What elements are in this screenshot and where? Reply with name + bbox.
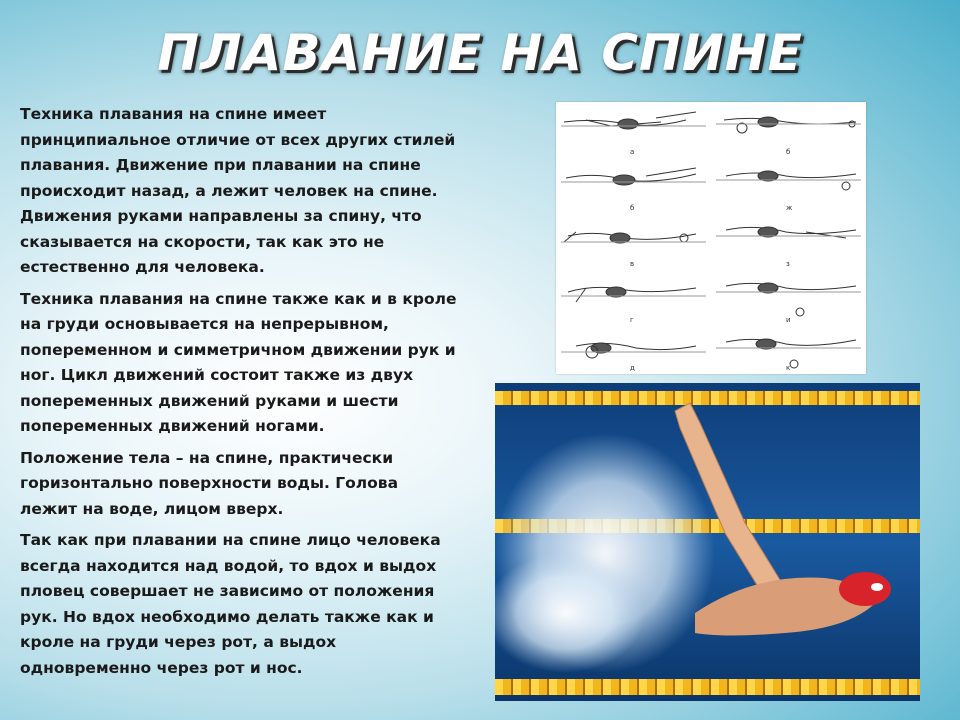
frame-label: б [630,204,635,212]
swimmer-figure-f [716,117,861,133]
frame-label: з [786,260,790,268]
paragraph-body-position: Положение тела – на спине, практически горизонтально поверхности воды. Голова лежит на воде, лицом вверх. [20,448,399,518]
paragraph-movement-cycle: Техника плавания на спине также как и в кроле на груди основывается на непрерывном, попеременном и симметричном движении рук и ног. Цикл движений состоит также из двух попеременных движений руками и шести попеременных движений ногами. [20,289,457,435]
swimmer-photo-image [495,383,920,701]
frame-label: в [630,260,635,268]
swimmer-figure-i [716,283,861,316]
paragraph-technique-difference: Техника плавания на спине имеет принципиальное отличие от всех других стилей плавания. Движение при плавании на спине происходит назад, а лежит человек на спине. Движения руками направлены за спину, что сказывается на скорости, так как это не естественно для человека. [20,105,456,276]
frame-label: д [630,364,635,372]
swimmer-figure-a [561,112,706,129]
swimmer-figure-e [561,343,706,358]
swimmer-figure-g [716,171,861,190]
paragraph-breathing: Так как при плавании на спине лицо человека всегда находится над водой, то вдох и выдох пловец совершает не зависимо от положения рук. Но вдох необходимо делать также как и кроле на груди через рот, а выдох одновременно через рот и нос. [20,531,441,677]
frame-label: ж [786,204,793,212]
swim-cap [839,572,891,606]
swimmer-figure-b [561,168,706,185]
frame-label: г [630,316,634,324]
slide-title: ПЛАВАНИЕ НА СПИНЕ [157,24,803,82]
swimmer-figure-d [561,287,706,302]
frame-label: и [786,316,791,324]
frame-label: б [786,148,791,156]
stroke-phases-diagram [556,102,866,374]
frame-label: к [786,364,791,372]
swimmer-photo [495,383,920,701]
frame-label: а [630,148,635,156]
swimmer-figure-h [716,227,861,238]
lane-rope [495,679,920,695]
lane-rope [495,391,920,405]
stroke-phases-drawing [556,102,866,374]
swimmer-figure-c [561,232,706,243]
body-text [20,102,460,687]
